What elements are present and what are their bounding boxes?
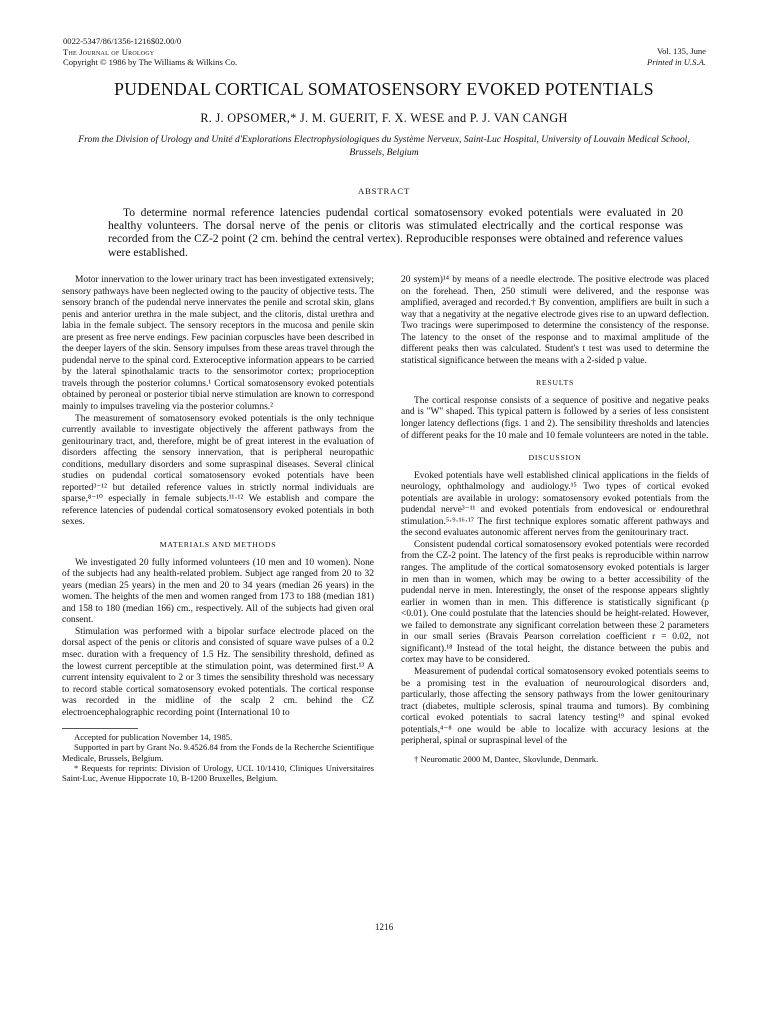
article-title: PUDENDAL CORTICAL SOMATOSENSORY EVOKED POTENTIALS	[114, 79, 654, 99]
discussion-paragraph-1: Evoked potentials have well established clinical applications in the fields of neurology, ophthalmology and audiology.¹⁵ Two types of cortical evoked potentials are available in urology: somatosensory evoked potentials from the pudendal nerve³⁻¹¹ and evoked potentials from endovesical or endourethral stimulation.⁵·⁹·¹⁶·¹⁷ The first technique explores somatic afferent pathways and the second evaluates autonomic afferent nerves from the genitourinary tract.	[401, 470, 709, 539]
footnote-dagger: † Neuromatic 2000 M, Dantec, Skovlunde, Denmark.	[414, 753, 599, 764]
article-code: 0022-5347/86/1356-1216$02.00/0	[63, 36, 182, 46]
methods-continued: 20 system)¹⁴ by means of a needle electrode. The positive electrode was placed on the forehead. Then, 250 stimuli were delivered, and the response was amplified, averaged and recorded.† By convention, amplifiers are built in such a way that a negativity at the negative electrode gives rise to an upward deflection. Two tracings were superimposed to determine the consistency of the response. The latency to the onset of the response and to maximal amplitude of the different peaks then was calculated. Student's t test was used to determine the statistical significance between the means with a 2-sided p value.	[401, 275, 709, 366]
footnote-rule	[62, 728, 138, 729]
page-number: 1216	[374, 922, 394, 932]
header-left	[63, 36, 237, 68]
intro-paragraph-2: The measurement of somatosensory evoked potentials is the only technique currently available to investigate objectively the afferent pathways from the genitourinary tract, and, therefore, might be of great interest in the evaluation of disorders affecting the sensory innervation, that is peripheral neuropathic conditions, medullary disorders and some supraspinal diseases. Several clinical studies on pudendal cortical somatosensory evoked potentials have been reported³⁻¹² but detailed reference values in strictly normal individuals are sparse,⁸⁻¹⁰ especially in female subjects.¹¹·¹² We establish and compare the reference latencies of pudendal cortical somatosensory evoked potentials in both sexes.	[62, 413, 374, 528]
methods-paragraph-1: We investigated 20 fully informed volunteers (10 men and 10 women). None of the subjects had any health-related problem. Subject age ranged from 20 to 32 years (median 25 years) in the men and 20 to 34 years (median 26 years) in the women. The heights of the men and women ranged from 173 to 188 (median 181) and 158 to 180 (median 166) cm., respectively. All of the subjects had given oral consent.	[62, 557, 374, 626]
discussion-heading: DISCUSSION	[528, 453, 582, 463]
footnote-reprints: * Requests for reprints: Division of Urology, UCL 10/1410, Cliniques Universitaires Saint-Luc, Avenue Hippocrate 10, B-1200 Bruxelles, Belgium.	[62, 762, 374, 784]
volume-line: Vol. 135, June	[656, 46, 706, 56]
header-right	[647, 46, 706, 67]
footnote-accepted: Accepted for publication November 14, 1985.	[74, 732, 233, 743]
abstract-heading: ABSTRACT	[357, 186, 411, 196]
discussion-paragraph-3: Measurement of pudendal cortical somatosensory evoked potentials seems to be a promising test in the evaluation of neurourological disorders and, particularly, those affecting the sensory pathways from the lower genitourinary tract (diabetes, multiple sclerosis, spinal trauma and tumors). By combining cortical evoked potentials to sacral latency testing¹⁹ and spinal evoked potentials,⁴⁻⁸ one would be able to localize with accuracy lesions at the peripheral, spinal or supraspinal level of the	[401, 666, 709, 747]
discussion-paragraph-2: Consistent pudendal cortical somatosensory evoked potentials were recorded from the CZ-2 point. The latency of the first peaks is reproducible within narrow ranges. The amplitude of the cortical somatosensory evoked potentials is larger in men than in women, which may be owing to a better accessibility of the pudendal nerve in men. Interestingly, the onset of the response appears slightly earlier in women than in men. This difference is statistically significant (p <0.01). One could postulate that the latencies should be height-related. However, we failed to demonstrate any significant correlation between these 2 parameters in our small series (Bravais Pearson correlation coefficient r = 0.02, not significant).¹⁸ Instead of the total height, the distance between the pubis and cortex may have to be considered.	[401, 539, 709, 666]
abstract-text: To determine normal reference latencies pudendal cortical somatosensory evoked potentials were evaluated in 20 healthy volunteers. The dorsal nerve of the penis or clitoris was stimulated electrically and the cortical response was recorded from the CZ-2 point (2 cm. behind the central vertex). Reproducible responses were obtained and reference values were established.	[108, 206, 683, 259]
intro-paragraph-1: Motor innervation to the lower urinary tract has been investigated extensively; sensory pathways have been neglected owing to the paucity of objective tests. The sensory branch of the pudendal nerve innervates the penile and scrotal skin, glans penis and anterior urethra in the male subject, and the clitoris, distal urethra and labia in the female subject. The sensory receptors in the mucosa and penile skin are present as free nerve endings. Few pacinian corpuscles have been described in the deeper layers of the skin. Sensory impulses from these areas travel through the pudendal nerve to the spinal cord. Exteroceptive information appears to be carried by the lateral spinothalamic tracts to the sensorimotor cortex; proprioception travels through the posterior columns.¹ Cortical somatosensory evoked potentials obtained by peroneal or posterior tibial nerve stimulation are known to correspond mainly to impulses traveling via the posterior columns.²	[62, 275, 374, 413]
author-list: R. J. OPSOMER,* J. M. GUERIT, F. X. WESE and P. J. VAN CANGH	[200, 111, 568, 125]
methods-paragraph-2: Stimulation was performed with a bipolar surface electrode placed on the dorsal aspect of the penis or clitoris and consisted of square wave pulses of a 0.2 msec. duration with a frequency of 1.5 Hz. The sensibility threshold, defined as the lowest current perceptible at the stimulation point, was determined first.¹³ A current intensity equivalent to 2 or 3 times the sensibility threshold was necessary to record stable cortical somatosensory evoked potentials. The cortical response was recorded in the midline of the scalp 2 cm. behind the CZ electroencephalographic recording point (International 10 to	[62, 626, 374, 718]
copyright-line: Copyright © 1986 by The Williams & Wilkins Co.	[63, 57, 238, 68]
journal-name: The Journal of Urology	[63, 46, 155, 57]
results-heading: RESULTS	[536, 378, 574, 388]
right-column	[401, 275, 709, 764]
left-column	[62, 275, 374, 783]
methods-heading: MATERIALS AND METHODS	[159, 540, 277, 550]
affiliation: From the Division of Urology and Unité d'Explorations Electrophysiologiques du Système Nerveux, Saint-Luc Hospital, University of Louvain Medical School, Brussels, Belgium	[78, 134, 690, 158]
printed-line: Printed in U.S.A.	[647, 56, 706, 67]
results-paragraph: The cortical response consists of a sequence of positive and negative peaks and is "W" shaped. This typical pattern is followed by a series of less consistent longer latency deflections (figs. 1 and 2). The sensibility thresholds and latencies of different peaks for the 10 male and 10 female volunteers are noted in the table.	[401, 395, 709, 441]
footnote-supported: Supported in part by Grant No. 9.4526.84 from the Fonds de la Recherche Scientifique Medicale, Brussels, Belgium.	[62, 742, 374, 763]
